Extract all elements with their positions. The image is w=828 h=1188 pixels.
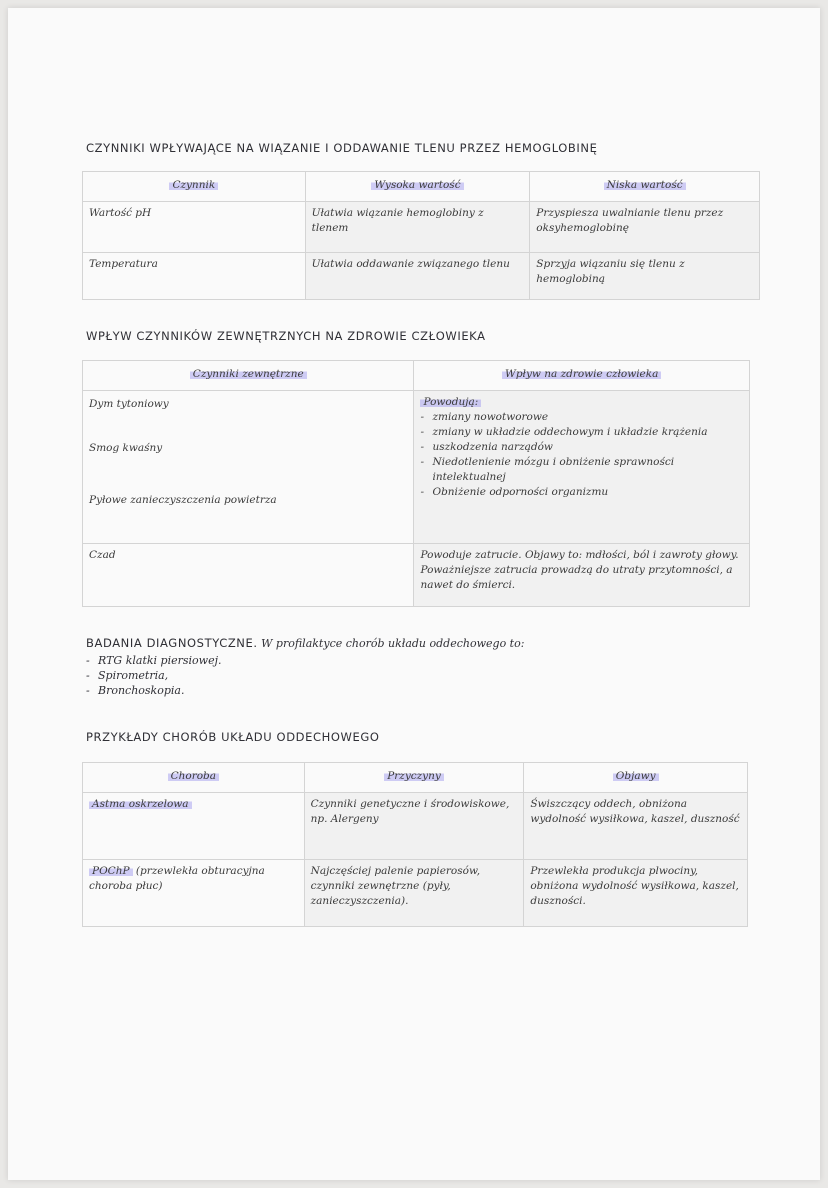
section3-intro: W profilaktyce chorób układu oddechowego to: — [261, 637, 525, 650]
header-cell: Wysoka wartość — [305, 172, 530, 202]
table-row — [83, 793, 748, 860]
list-item: - uszkodzenia narządów — [420, 440, 743, 455]
header-cell: Objawy — [524, 763, 748, 793]
section1-heading: CZYNNIKI WPŁYWAJĄCE NA WIĄZANIE I ODDAWANIE TLENU PRZEZ HEMOGLOBINĘ — [86, 141, 598, 155]
effects-label: Powodują: — [420, 396, 481, 408]
list-item: - Bronchoskopia. — [86, 683, 766, 698]
header-cell: Czynniki zewnętrzne — [83, 361, 414, 391]
factors-cell — [83, 391, 414, 544]
list-item: - Niedotlenienie mózgu i obniżenie sprawności intelektualnej — [420, 455, 743, 485]
effects-cell — [414, 391, 750, 544]
high-value-cell: Ułatwia wiązanie hemoglobiny z tlenem — [305, 202, 530, 253]
factor-item: Smog kwaśny — [89, 442, 163, 454]
low-value-cell: Sprzyja wiązaniu się tlenu z hemoglobiną — [530, 253, 760, 300]
header-cell: Przyczyny — [304, 763, 524, 793]
disease-cell — [83, 793, 305, 860]
factor-cell: Temperatura — [83, 253, 306, 300]
table-row — [83, 544, 750, 607]
effects-list — [420, 410, 743, 500]
header-cell: Czynnik — [83, 172, 306, 202]
factor-cell: Wartość pH — [83, 202, 306, 253]
causes-cell: Czynniki genetyczne i środowiskowe, np. Alergeny — [304, 793, 524, 860]
table-header-row — [83, 763, 748, 793]
header-cell: Choroba — [83, 763, 305, 793]
list-item: - zmiany w układzie oddechowym i układzie krążenia — [420, 425, 743, 440]
section4-heading: PRZYKŁADY CHORÓB UKŁADU ODDECHOWEGO — [86, 730, 380, 744]
diagnostics-block — [86, 636, 766, 698]
document-page — [8, 8, 820, 1180]
header-cell: Niska wartość — [530, 172, 760, 202]
table-header-row — [83, 172, 760, 202]
low-value-cell: Przyspiesza uwalnianie tlenu przez oksyhemoglobinę — [530, 202, 760, 253]
disease-name: Astma oskrzelowa — [89, 798, 192, 810]
external-factors-table — [82, 360, 750, 607]
symptoms-cell: Świszczący oddech, obniżona wydolność wysiłkowa, kaszel, duszność — [524, 793, 748, 860]
diseases-table — [82, 762, 748, 927]
causes-cell: Najczęściej palenie papierosów, czynniki zewnętrzne (pyły, zanieczyszczenia). — [304, 860, 524, 927]
diagnostics-list — [86, 653, 766, 698]
oxygen-binding-table — [82, 171, 760, 300]
table-row — [83, 860, 748, 927]
czad-effect-cell: Powoduje zatrucie. Objawy to: mdłości, ból i zawroty głowy. Poważniejsze zatrucia prowadzą do utraty przytomności, a nawet do śmierci. — [414, 544, 750, 607]
disease-cell: POChP (przewlekła obturacyjna choroba płuc) — [83, 860, 305, 927]
table-row — [83, 202, 760, 253]
factor-item: Pyłowe zanieczyszczenia powietrza — [89, 494, 277, 506]
table-row — [83, 391, 750, 544]
high-value-cell: Ułatwia oddawanie związanego tlenu — [305, 253, 530, 300]
header-cell: Wpływ na zdrowie człowieka — [414, 361, 750, 391]
list-item: - Obniżenie odporności organizmu — [420, 485, 743, 500]
disease-name: POChP — [89, 865, 133, 877]
table-row — [83, 253, 760, 300]
section3-heading: BADANIA DIAGNOSTYCZNE. — [86, 636, 258, 650]
factor-item: Czad — [83, 544, 414, 607]
factor-item: Dym tytoniowy — [89, 398, 169, 410]
list-item: - RTG klatki piersiowej. — [86, 653, 766, 668]
section2-heading: WPŁYW CZYNNIKÓW ZEWNĘTRZNYCH NA ZDROWIE CZŁOWIEKA — [86, 329, 486, 343]
table-header-row — [83, 361, 750, 391]
list-item: - zmiany nowotworowe — [420, 410, 743, 425]
symptoms-cell: Przewlekła produkcja plwociny, obniżona wydolność wysiłkowa, kaszel, duszności. — [524, 860, 748, 927]
list-item: - Spirometria, — [86, 668, 766, 683]
